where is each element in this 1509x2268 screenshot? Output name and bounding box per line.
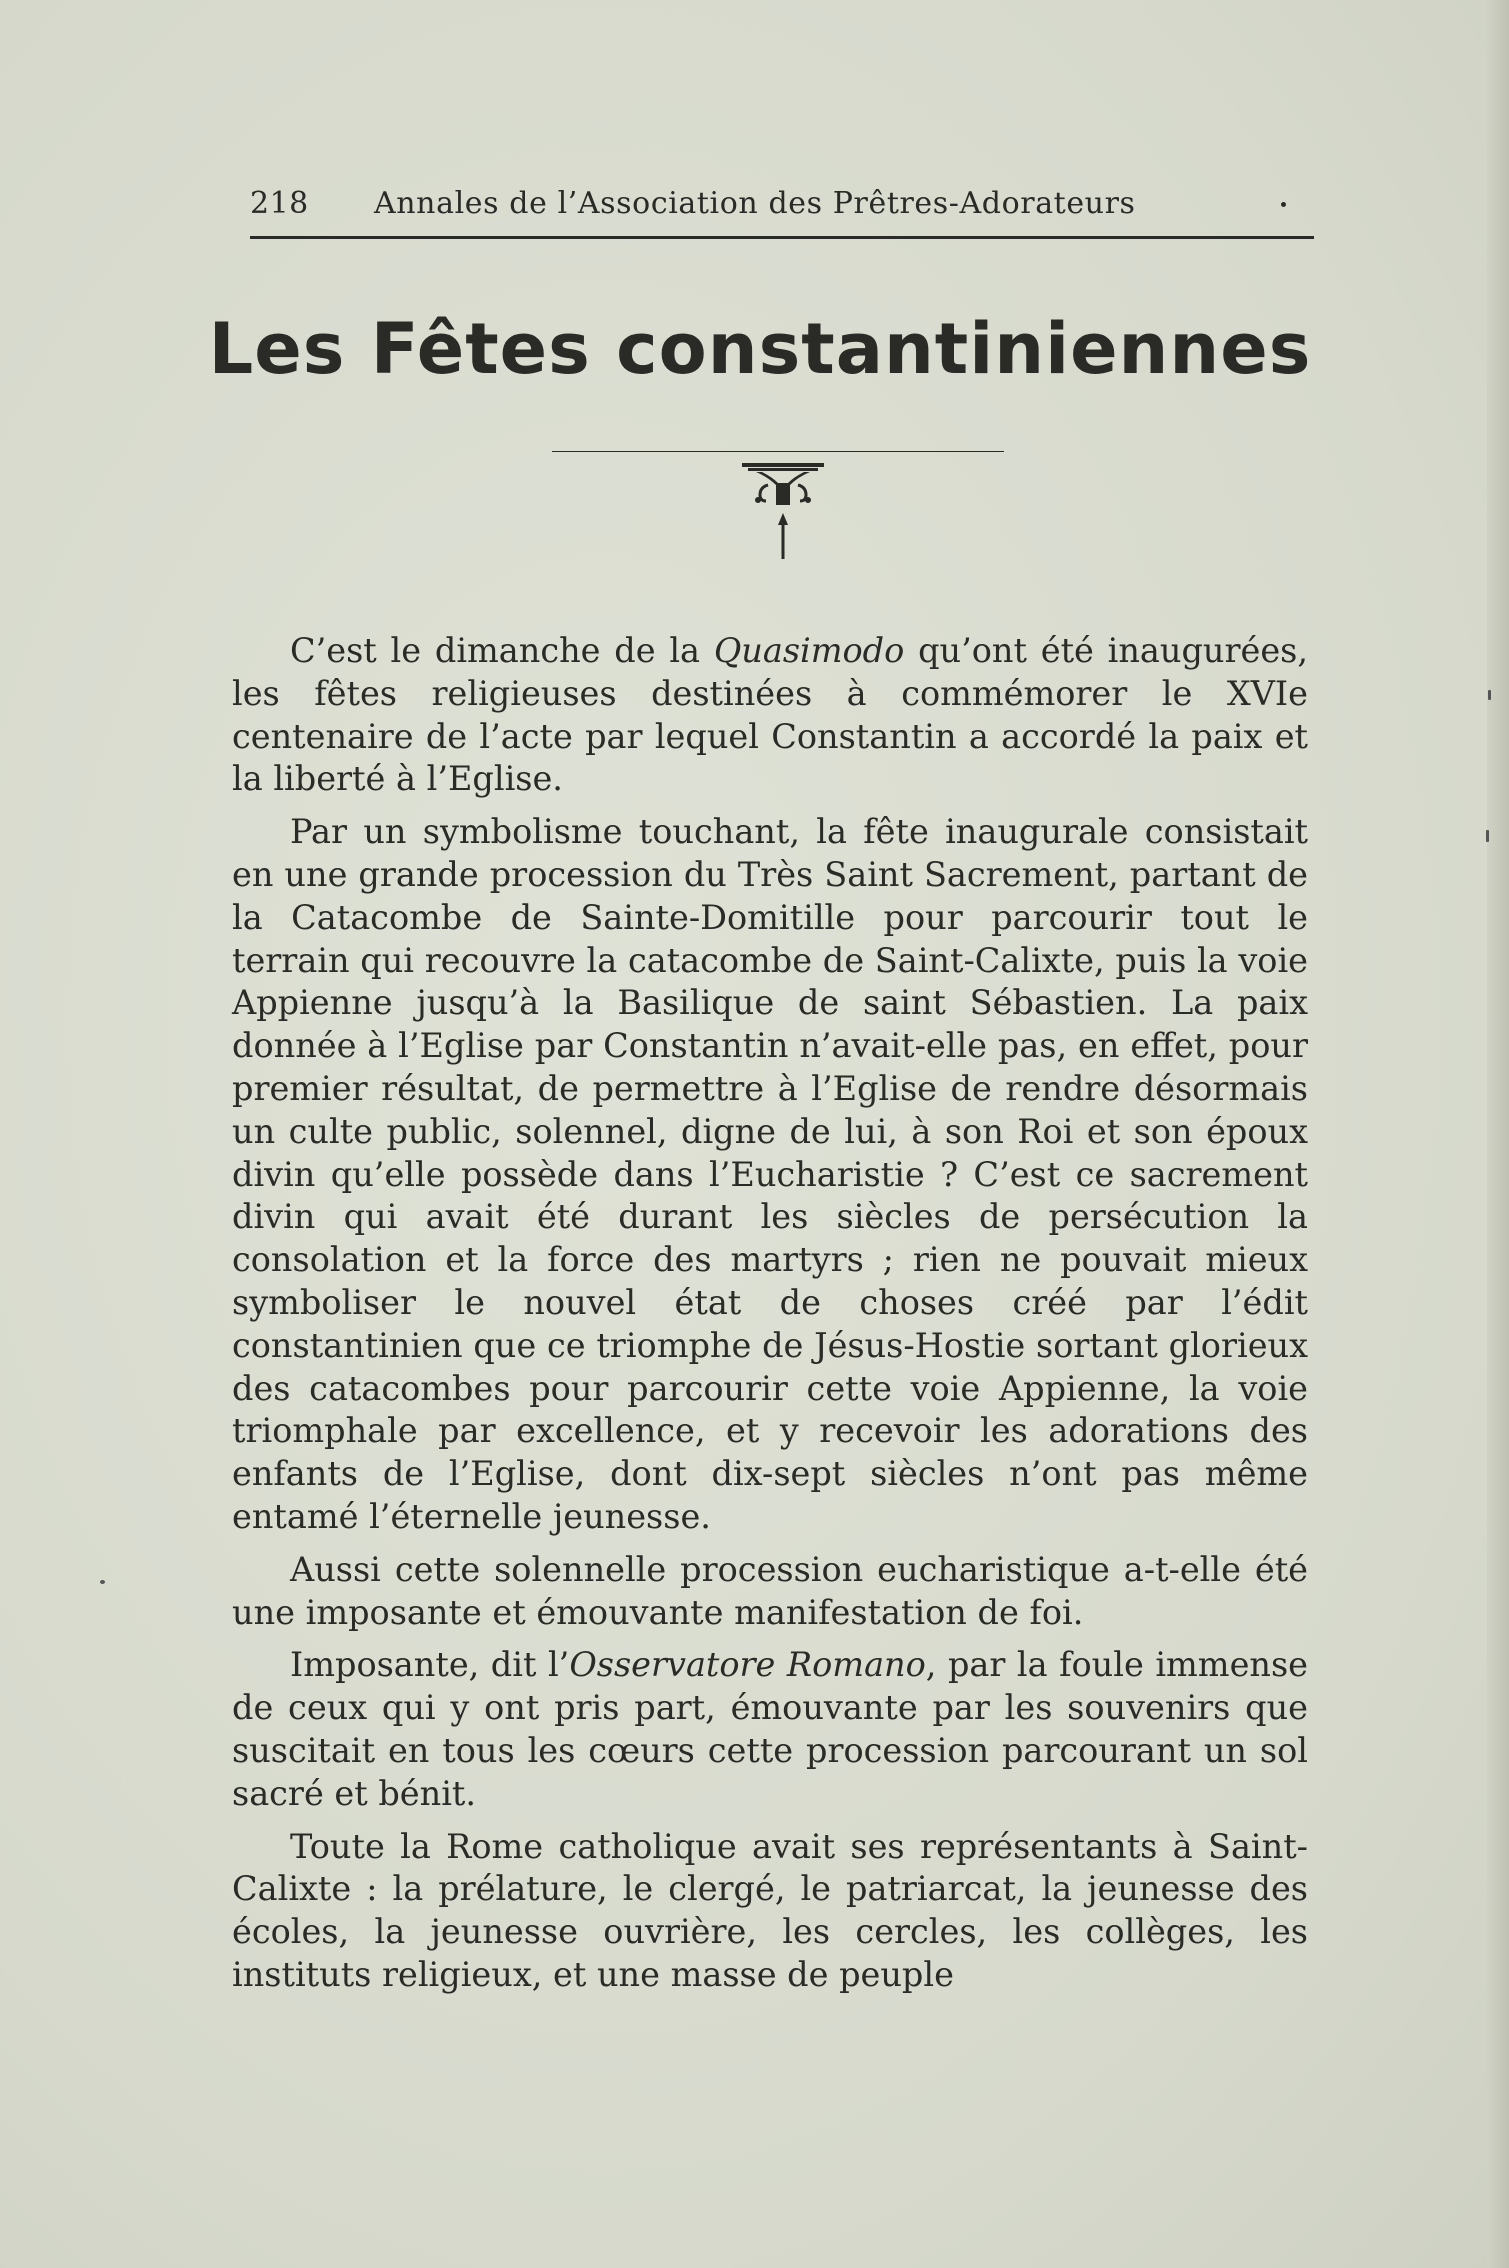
- paper-speck: [1488, 690, 1491, 700]
- paper-speck: [1486, 830, 1489, 842]
- page-number: 218: [250, 186, 309, 221]
- text-run: qu’ont été inaugurées, les fêtes religieuses destinées à commémorer le XVIe centenaire de l’acte par lequel Constantin a accordé la paix et la liberté à l’Eglise.: [232, 631, 1309, 799]
- text-run: C’est le dimanche de la: [290, 631, 714, 670]
- text-run: Toute la Rome catholique avait ses représentants à Saint-Calixte : la prélature, le clergé, le patriarcat, la jeunesse des écoles, la jeunesse ouvrière, les cercles, les collèges, les instituts religieux, et une masse de peuple: [232, 1826, 1308, 1994]
- header-dot: [1281, 202, 1286, 207]
- paragraph: [232, 630, 1308, 801]
- page-edge: [1487, 0, 1509, 2268]
- paragraph: [232, 1549, 1308, 1635]
- text-run: Aussi cette solennelle procession eucharistique a-t-elle été une imposante et émouvante manifestation de foi.: [232, 1549, 1308, 1632]
- paragraph: [232, 811, 1308, 1539]
- italic-text: Osservatore Romano: [569, 1645, 926, 1685]
- text-run: , par la foule immense de ceux qui y ont pris part, émouvante par les souvenirs que suscitait en tous les cœurs cette procession parcourant un sol sacré et bénit.: [232, 1645, 1308, 1813]
- text-run: Imposante, dit l’: [290, 1645, 570, 1685]
- decorative-cross-ornament-icon: [738, 455, 828, 565]
- paragraph: [232, 1826, 1308, 1997]
- text-run: Par un symbolisme touchant, la fête inaugurale consistait en une grande procession du Très Saint Sacrement, partant de la Catacombe de Sainte-Domitille pour parcourir tout le terrain qui recouvre la catacombe de Saint-Calixte, puis la voie Appienne jusqu’à la Basilique de saint Sébastien. La paix donnée à l’Eglise par Constantin n’avait-elle pas, en effet, pour premier résultat, de permettre à l’Eglise de rendre désormais un culte public, solennel, digne de lui, à son Roi et son époux divin qu’elle possède dans l’Eucharistie ? C’est ce sacrement divin qui avait été durant les siècles de persécution la consolation et la force des martyrs ; rien ne pouvait mieux symboliser le nouvel état de choses créé par l’édit constantinien que ce triomphe de Jésus-Hostie sortant glorieux des catacombes pour parcourir cette voie Appienne, la voie triomphale par excellence, et y recevoir les adorations des enfants de l’Eglise, dont dix-sept siècles n’ont pas même entamé l’éternelle jeunesse.: [232, 812, 1308, 1536]
- header-rule: [250, 236, 1314, 239]
- paper-speck: [100, 1580, 105, 1584]
- article-title: Les Fêtes constantiniennes: [208, 308, 1312, 390]
- italic-text: Quasimodo: [713, 631, 905, 670]
- article-body: [232, 630, 1308, 2007]
- running-title: Annales de l’Association des Prêtres-Adorateurs: [374, 186, 1136, 221]
- running-header: [250, 180, 1314, 236]
- paragraph: [232, 1644, 1308, 1815]
- title-rule: [552, 451, 1004, 452]
